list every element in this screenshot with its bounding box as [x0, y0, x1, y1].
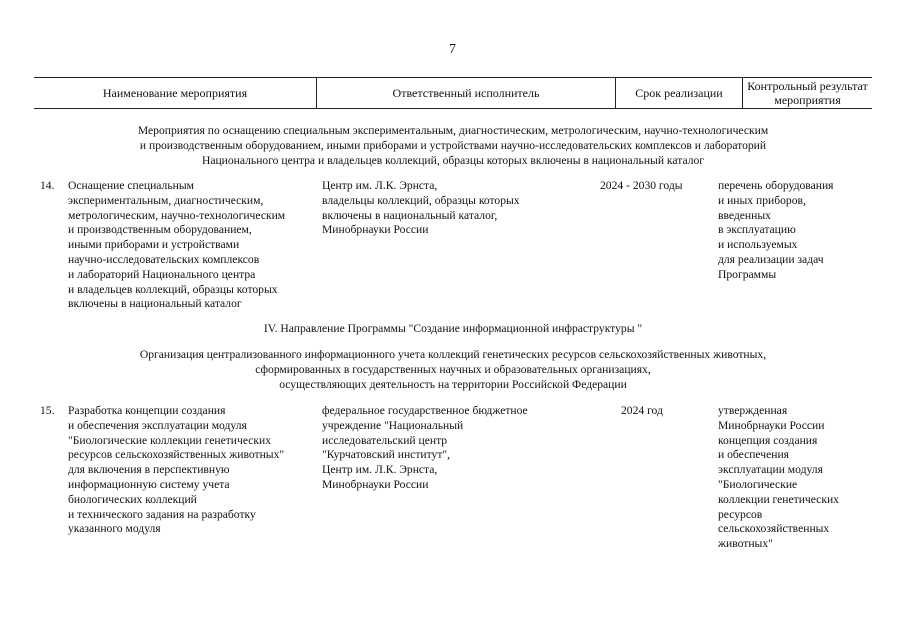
row-15-number: 15.	[40, 404, 55, 417]
header-control-result	[743, 78, 872, 108]
row-14-executor: Центр им. Л.К. Эрнста, владельцы коллекций, образцы которых включены в национальный каталог, Минобрнауки России	[322, 179, 520, 237]
table-header	[34, 77, 872, 109]
row-14-number: 14.	[40, 179, 55, 192]
header-term	[616, 78, 742, 108]
row-15-executor: федеральное государственное бюджетное учреждение "Национальный исследовательский центр "Курчатовский институт", Центр им. Л.К. Эрнста, Минобрнауки России	[322, 404, 528, 491]
row-14-term: 2024 - 2030 годы	[600, 179, 683, 192]
section-heading-info-accounting: Организация централизованного информационного учета коллекций генетических ресурсов сельскохозяйственных животных, сформированных в государственных научных и образовательных организациях, осуществляющих деятельность на территории Российской Федерации	[139, 348, 767, 391]
row-14-result: перечень оборудования и иных приборов, введенных в эксплуатацию и используемых для реализации задач Программы	[718, 179, 834, 281]
header-event-name: Наименование мероприятия	[102, 86, 248, 100]
header-result-line2: мероприятия	[774, 93, 841, 107]
header-executor: Ответственный исполнитель	[392, 86, 540, 100]
row-15-term: 2024 год	[621, 404, 663, 417]
direction-title: IV. Направление Программы "Создание информационной инфраструктуры "	[263, 322, 643, 335]
header-result-line1: Контрольный результат	[747, 79, 868, 93]
header-term-label: Срок реализации	[635, 86, 723, 100]
row-14-event-name: Оснащение специальным экспериментальным, диагностическим, метрологическим, научно-технологическим и производственным оборудованием, иными приборами и устройствами научно-исследовательских комплексов и лабораторий Национального центра и владельцев коллекций, образцы которых включены в национальный каталог	[68, 179, 286, 311]
row-15-event-name: Разработка концепции создания и обеспечения эксплуатации модуля "Биологические коллекции генетических ресурсов сельскохозяйственных животных" для включения в перспективную информационную систему учета биологических коллекций и технического задания на разработку указанного модуля	[68, 404, 285, 536]
section-heading-equipment: Мероприятия по оснащению специальным экспериментальным, диагностическим, метрологическим, научно-технологическим и производственным оборудованием, иными приборами и устройствами научно-исследовательских комплексов и лабораторий Национального центра и владельцев коллекций, образцы которых включены в национальный каталог	[137, 124, 769, 167]
row-15-result: утвержденная Минобрнауки России концепция создания и обеспечения эксплуатации модуля "Биологические коллекции генетических ресурсов сельскохозяйственных животных"	[718, 404, 839, 551]
page-number: 7	[449, 42, 456, 57]
